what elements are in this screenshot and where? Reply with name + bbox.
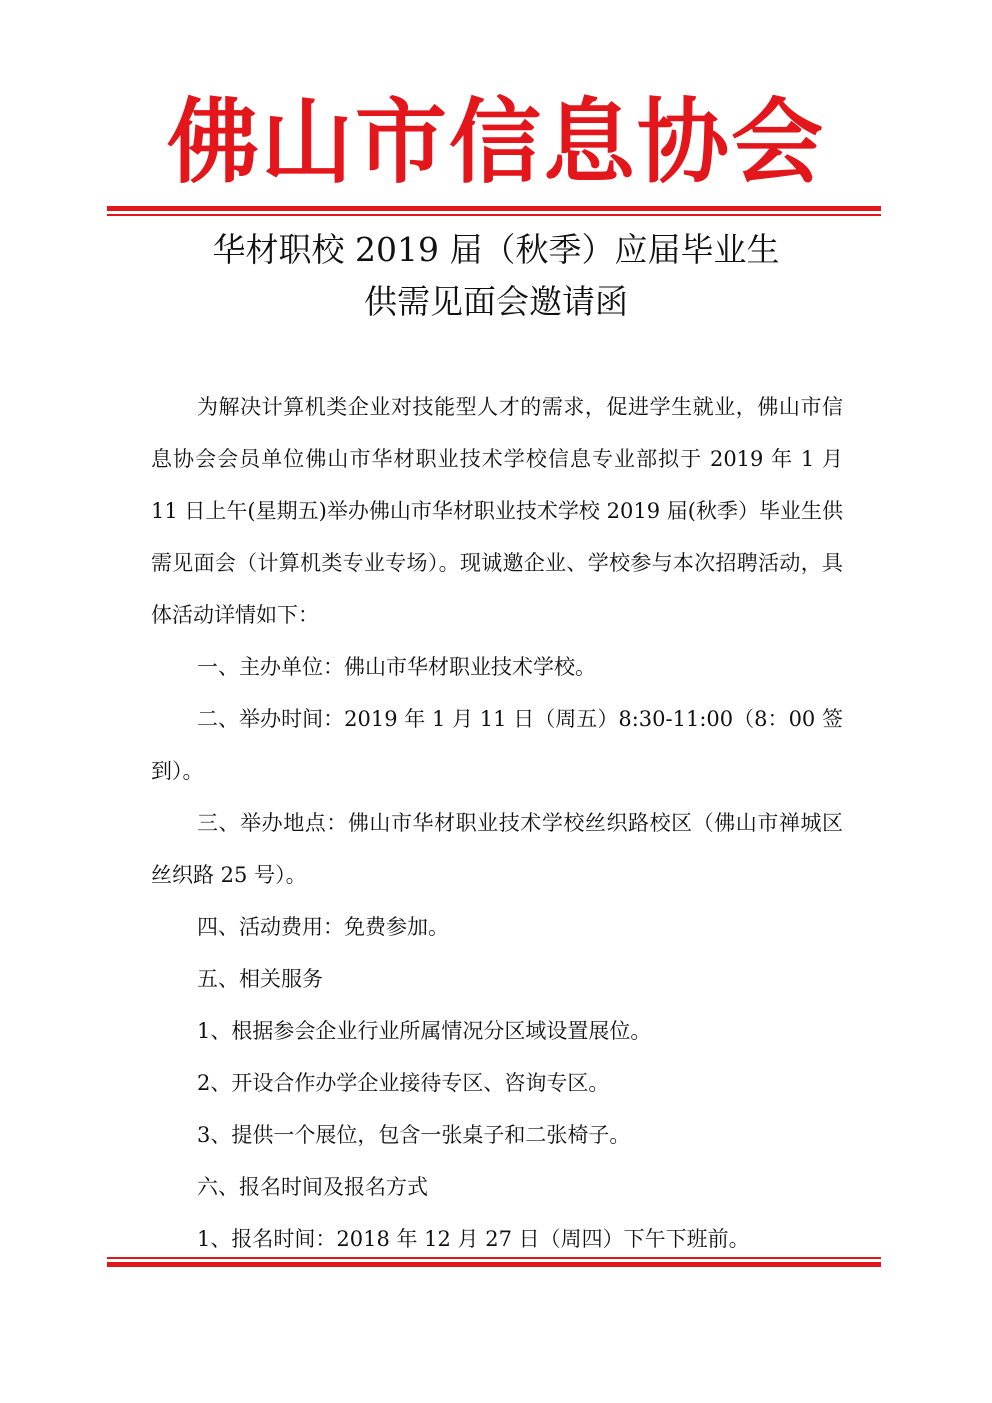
item-time: 二、举办时间：2019 年 1 月 11 日（周五）8:30-11:00（8：00 签到）。 [151, 707, 843, 783]
section-registration-heading: 六、报名时间及报名方式 [197, 1175, 428, 1199]
letterhead-org-name: 佛山市信息协会 [166, 89, 825, 196]
registration-item-1: 1、报名时间：2018 年 12 月 27 日（周四）下午下班前。 [197, 1227, 750, 1251]
item-venue: 三、举办地点：佛山市华材职业技术学校丝织路校区（佛山市禅城区丝织路 25 号）。 [151, 811, 843, 887]
item-organizer: 一、主办单位：佛山市华材职业技术学校。 [197, 655, 596, 679]
document-title-line-2: 供需见面会邀请函 [364, 282, 628, 321]
divider-thin-line [107, 214, 881, 216]
divider-thick-line [107, 206, 881, 211]
letterhead-divider-bottom [107, 1257, 881, 1267]
letter-body [151, 381, 843, 1265]
service-item-2: 2、开设合作办学企业接待专区、咨询专区。 [197, 1071, 610, 1095]
service-item-1: 1、根据参会企业行业所属情况分区域设置展位。 [197, 1019, 652, 1043]
section-services-heading: 五、相关服务 [197, 967, 323, 991]
document-title-line-1: 华材职校 2019 届（秋季）应届毕业生 [212, 230, 780, 269]
divider-thick-line [107, 1262, 881, 1267]
letterhead-divider-top [107, 206, 881, 216]
item-fee: 四、活动费用：免费参加。 [197, 915, 449, 939]
service-item-3: 3、提供一个展位，包含一张桌子和二张椅子。 [197, 1123, 631, 1147]
intro-paragraph: 为解决计算机类企业对技能型人才的需求，促进学生就业，佛山市信息协会会员单位佛山市华材职业技术学校信息专业部拟于 2019 年 1 月 11 日上午(星期五)举办佛山市华材职业技术学校 2019 届(秋季）毕业生供需见面会（计算机类专业专场）。现诚邀企业、学校参与本次招聘活动，具体活动详情如下： [151, 395, 843, 627]
divider-thin-line [107, 1257, 881, 1259]
